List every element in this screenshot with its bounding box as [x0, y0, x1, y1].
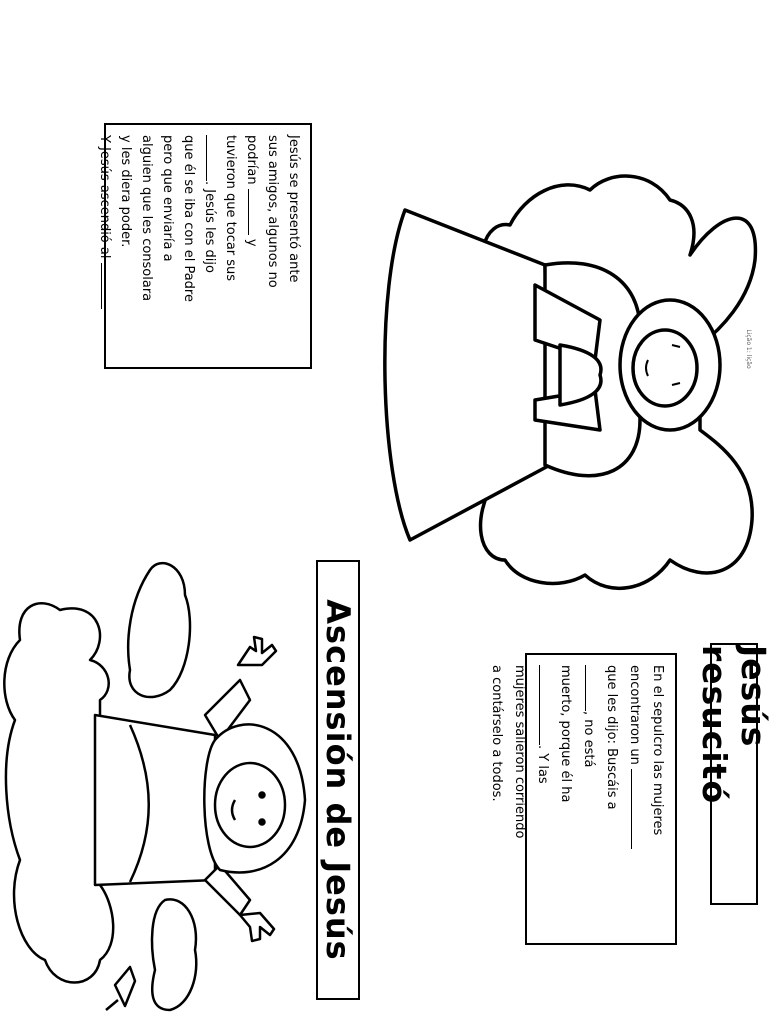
text-line: sus amigos, algunos no [265, 135, 280, 288]
title-jesus-resucito: Jesús resucitó [710, 643, 758, 905]
blank-line[interactable] [206, 135, 217, 181]
jesus-left-hand [238, 637, 276, 665]
text-box-resucito [489, 653, 677, 945]
credit-text: Lição 1: lição [745, 329, 752, 369]
text-line: muerto, porque él ha [558, 665, 573, 803]
text-line: En el sepulcro las mujeres [650, 665, 665, 836]
text-line: Jesús se presentó ante [286, 135, 301, 283]
angel-illustration [385, 176, 756, 588]
blank-line[interactable] [101, 263, 112, 309]
bird-icon [106, 967, 135, 1010]
text-line: podrían y [244, 135, 259, 247]
text-line: a contárselo a todos. [489, 665, 504, 802]
text-line: que les dijo: Buscáis a [604, 665, 619, 810]
text-line: . Jesús les dijo [199, 135, 220, 357]
text-line: mujeres salieron corriendo [512, 665, 527, 839]
jesus-right-hand [240, 913, 274, 941]
jesus-robe [95, 715, 215, 885]
text-line: Y Jesús ascendió al [94, 135, 115, 357]
jesus-face [215, 763, 285, 847]
text-box-ascension [97, 123, 312, 369]
text-line: y les diera poder. [118, 135, 133, 248]
blank-line[interactable] [631, 769, 642, 849]
angel-face [633, 330, 697, 406]
text-line: tuvieron que tocar sus [223, 135, 238, 282]
blank-line[interactable] [585, 665, 596, 711]
text-line: alguien que les consolara [139, 135, 154, 302]
blank-line[interactable] [248, 189, 259, 235]
title-ascension-de-jesus: Ascensión de Jesús [316, 560, 360, 1000]
jesus-illustration [4, 563, 305, 1010]
text-line: que él se iba con el Padre [181, 135, 196, 302]
text-line: pero que enviaría a [160, 135, 175, 262]
blank-line[interactable] [539, 665, 550, 745]
small-cloud-top [128, 563, 190, 697]
text-line: , no está [577, 665, 600, 933]
text-line: . Y las [531, 665, 554, 933]
text-line: encontraron un [623, 665, 646, 933]
small-cloud-bottom [152, 899, 196, 1010]
